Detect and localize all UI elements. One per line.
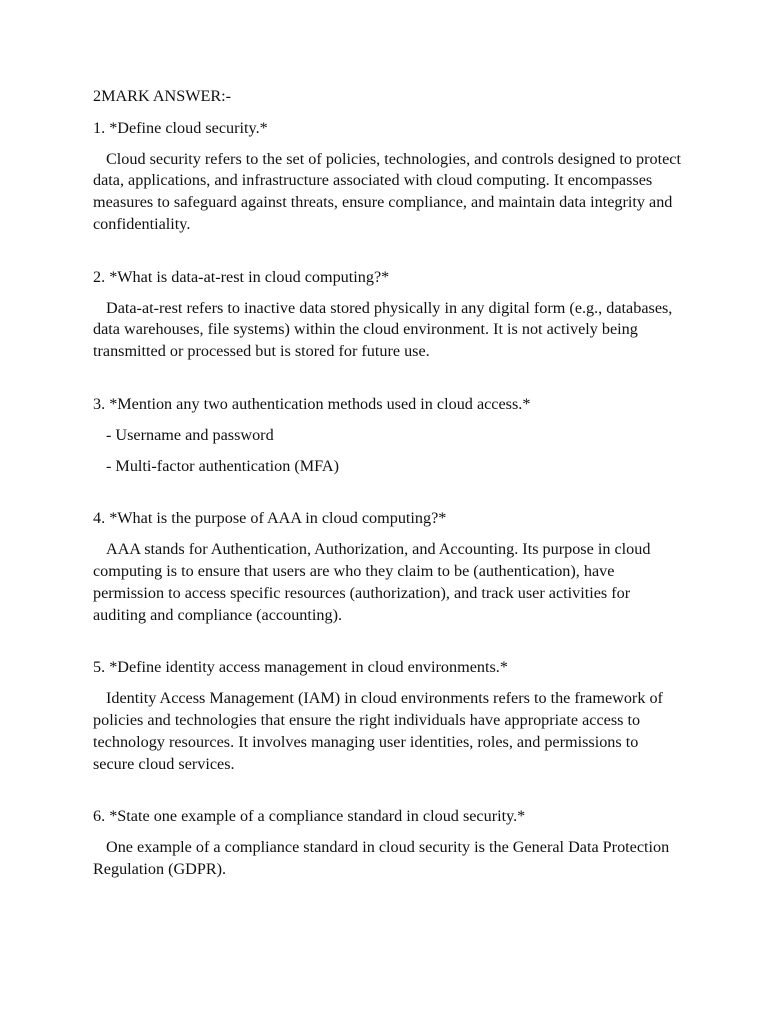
answer-3-item-1: - Username and password [106,425,274,444]
question-block-2 [93,267,683,363]
document-heading: 2MARK ANSWER:- [93,87,232,105]
answer-2: Data-at-rest refers to inactive data stored physically in any digital form (e.g., databases, data warehouses, file systems) within the cloud environment. It is not actively being transmitted or processed but is stored for future use. [93,298,673,361]
question-6: 6. *State one example of a compliance standard in cloud security.* [93,807,526,826]
question-block-3 [93,394,683,477]
question-5: 5. *Define identity access management in cloud environments.* [93,658,508,677]
question-block-4 [93,508,683,626]
question-1: 1. *Define cloud security.* [93,118,268,137]
question-block-5 [93,657,683,775]
question-2: 2. *What is data-at-rest in cloud computing?* [93,267,390,286]
answer-5: Identity Access Management (IAM) in cloud environments refers to the framework of policies and technologies that ensure the right individuals have appropriate access to technology resources. It involves managing user identities, roles, and permissions to secure cloud services. [93,689,663,773]
answer-3-item-2: - Multi-factor authentication (MFA) [106,456,340,475]
question-3: 3. *Mention any two authentication methods used in cloud access.* [93,394,531,413]
question-block-1 [93,118,683,236]
question-block-6 [93,806,683,880]
document-content [93,86,683,881]
answer-6: One example of a compliance standard in cloud security is the General Data Protection Regulation (GDPR). [93,838,670,878]
answer-4: AAA stands for Authentication, Authorization, and Accounting. Its purpose in cloud computing is to ensure that users are who they claim to be (authentication), have permission to access specific resources (authorization), and track user activities for auditing and compliance (accounting). [93,540,651,624]
question-4: 4. *What is the purpose of AAA in cloud computing?* [93,509,447,528]
answer-1: Cloud security refers to the set of policies, technologies, and controls designed to protect data, applications, and infrastructure associated with cloud computing. It encompasses measures to safeguard against threats, ensure compliance, and maintain data integrity and confidentiality. [93,149,681,233]
